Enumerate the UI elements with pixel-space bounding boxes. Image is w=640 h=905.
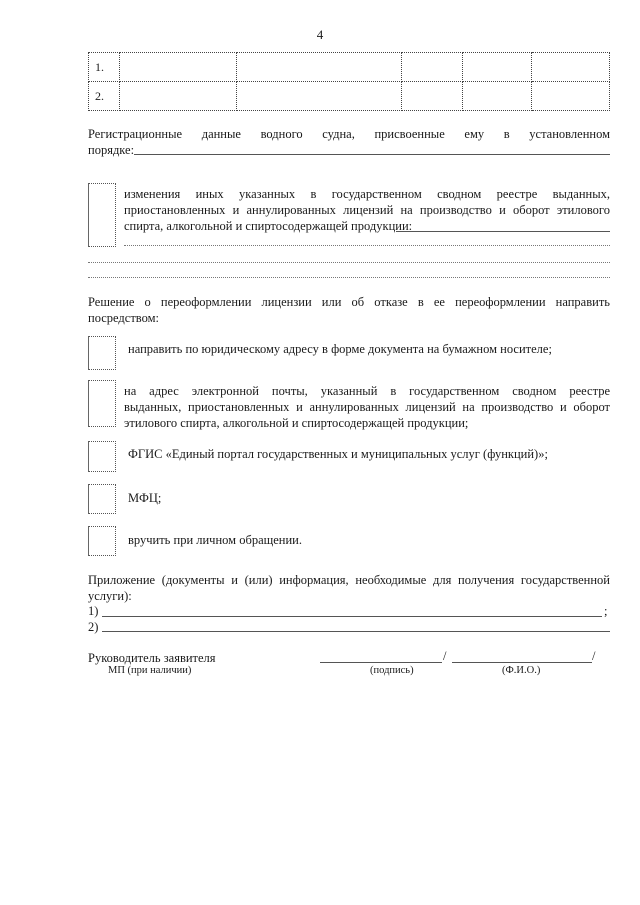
- registration-label: Регистрационные данные водного судна, присвоенные ему в установленном: [88, 127, 610, 141]
- row-number: 1.: [89, 53, 120, 82]
- changes-text-2: приостановленных и аннулированных лицензий на производство и оборот этилового: [124, 203, 610, 217]
- mfc-checkbox[interactable]: [88, 484, 116, 514]
- mfc-option-label: МФЦ;: [128, 491, 162, 505]
- table-cell[interactable]: [237, 53, 402, 82]
- changes-field-1[interactable]: [396, 231, 610, 232]
- decision-label-cont: посредством:: [88, 311, 160, 325]
- email-option-label-3: этилового спирта, алкогольной и спиртосодержащей продукции;: [124, 416, 469, 430]
- table-row: [89, 82, 610, 111]
- changes-field-3[interactable]: [88, 262, 610, 263]
- table-cell[interactable]: [120, 82, 237, 111]
- changes-field-4[interactable]: [88, 277, 610, 278]
- registration-label-cont: порядке:: [88, 143, 135, 157]
- table-row: [89, 53, 610, 82]
- attachment-item-2-field[interactable]: [102, 631, 610, 632]
- table-cell[interactable]: [463, 53, 532, 82]
- portal-checkbox[interactable]: [88, 441, 116, 472]
- table-cell[interactable]: [532, 82, 610, 111]
- applicant-head-label: Руководитель заявителя: [88, 651, 216, 665]
- signature-field[interactable]: [320, 662, 442, 663]
- row-number: 2.: [89, 82, 120, 111]
- attachment-item-1-number: 1): [88, 604, 99, 618]
- table-cell[interactable]: [402, 53, 463, 82]
- attachment-item-1-field[interactable]: [102, 616, 602, 617]
- changes-field-2[interactable]: [124, 245, 610, 246]
- registration-field[interactable]: [134, 154, 610, 155]
- fio-caption: (Ф.И.О.): [502, 665, 541, 676]
- portal-option-label: ФГИС «Единый портал государственных и муниципальных услуг (функций)»;: [128, 447, 548, 461]
- table-cell[interactable]: [532, 53, 610, 82]
- paper-checkbox[interactable]: [88, 336, 116, 370]
- fio-field[interactable]: [452, 662, 592, 663]
- table-cell[interactable]: [463, 82, 532, 111]
- attachment-item-2-number: 2): [88, 620, 99, 634]
- email-option-label-1: на адрес электронной почты, указанный в государственном сводном реестре: [124, 384, 610, 398]
- attachment-label: Приложение (документы и (или) информация, необходимые для получения государственной: [88, 573, 610, 587]
- paper-option-label: направить по юридическому адресу в форме документа на бумажном носителе;: [128, 342, 552, 356]
- signature-slash-2: /: [592, 649, 596, 663]
- signature-slash-1: /: [443, 649, 447, 663]
- table-cell[interactable]: [237, 82, 402, 111]
- personal-option-label: вручить при личном обращении.: [128, 533, 302, 547]
- table-cell[interactable]: [402, 82, 463, 111]
- table-cell[interactable]: [120, 53, 237, 82]
- attachment-item-1-end: ;: [604, 604, 608, 618]
- email-checkbox[interactable]: [88, 380, 116, 427]
- stamp-label: МП (при наличии): [108, 665, 192, 676]
- personal-checkbox[interactable]: [88, 526, 116, 556]
- changes-checkbox[interactable]: [88, 183, 116, 247]
- data-table: [88, 52, 610, 111]
- decision-label: Решение о переоформлении лицензии или об отказе в ее переоформлении направить: [88, 295, 610, 309]
- changes-text-1: изменения иных указанных в государственном сводном реестре выданных,: [124, 187, 610, 201]
- page-number: 4: [316, 27, 324, 42]
- changes-text-3: спирта, алкогольной и спиртосодержащей продукции:: [124, 219, 413, 233]
- attachment-label-cont: услуги):: [88, 589, 132, 603]
- email-option-label-2: выданных, приостановленных и аннулированных лицензий на производство и оборот: [124, 400, 610, 414]
- signature-caption: (подпись): [370, 665, 414, 676]
